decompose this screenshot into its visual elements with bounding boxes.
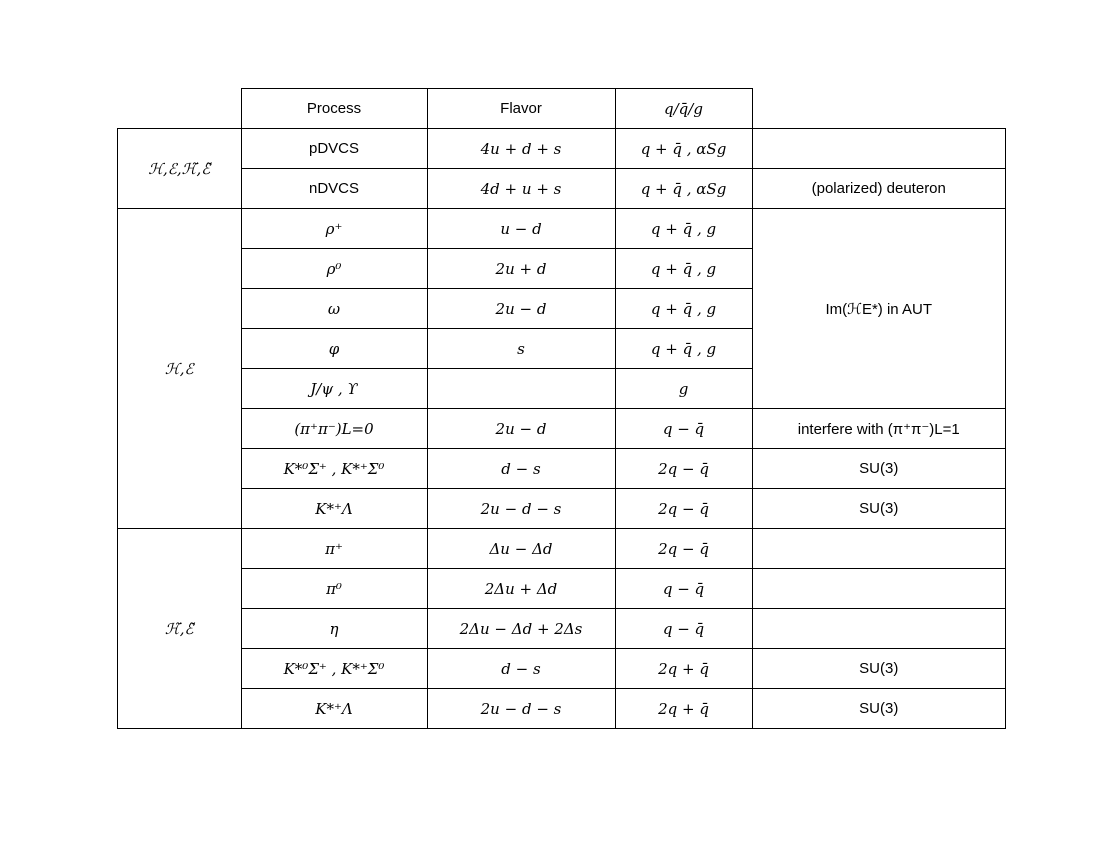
process-cell: K*⁺Λ	[241, 689, 427, 729]
partons-cell: q + q̄ , αSg	[615, 169, 752, 209]
flavor-cell: u − d	[427, 209, 615, 249]
partons-cell: q − q̄	[615, 609, 752, 649]
partons-cell: q + q̄ , g	[615, 209, 752, 249]
flavor-cell: d − s	[427, 649, 615, 689]
table-row	[118, 649, 1006, 689]
process-cell: ρ⁺	[241, 209, 427, 249]
table-row	[118, 569, 1006, 609]
note-cell	[752, 129, 1006, 169]
note-cell	[752, 569, 1006, 609]
physics-process-table	[117, 88, 1006, 729]
note-cell	[752, 609, 1006, 649]
table-row	[118, 209, 1006, 249]
partons-cell: q − q̄	[615, 569, 752, 609]
table-row	[118, 169, 1006, 209]
partons-cell: q + q̄ , g	[615, 289, 752, 329]
flavor-cell: d − s	[427, 449, 615, 489]
process-cell: ω	[241, 289, 427, 329]
header-partons: q/q̄/g	[615, 89, 752, 129]
note-cell: SU(3)	[752, 449, 1006, 489]
table-row	[118, 609, 1006, 649]
flavor-cell: 2Δu − Δd + 2Δs	[427, 609, 615, 649]
process-cell: K*⁰Σ⁺ , K*⁺Σ⁰	[241, 649, 427, 689]
table-row	[118, 529, 1006, 569]
partons-cell: g	[615, 369, 752, 409]
partons-cell: q + q̄ , g	[615, 249, 752, 289]
process-cell: ρ⁰	[241, 249, 427, 289]
process-cell: (π⁺π⁻)L=0	[241, 409, 427, 449]
partons-cell: q + q̄ , αSg	[615, 129, 752, 169]
flavor-cell: 4d + u + s	[427, 169, 615, 209]
partons-cell: 2q + q̄	[615, 649, 752, 689]
flavor-cell: 2u − d	[427, 289, 615, 329]
note-cell: SU(3)	[752, 489, 1006, 529]
partons-cell: q − q̄	[615, 409, 752, 449]
flavor-cell: s	[427, 329, 615, 369]
process-cell: π⁺	[241, 529, 427, 569]
flavor-cell: Δu − Δd	[427, 529, 615, 569]
process-cell: η	[241, 609, 427, 649]
header-blank-cell	[118, 89, 242, 129]
note-cell: SU(3)	[752, 689, 1006, 729]
flavor-cell: 2u − d	[427, 409, 615, 449]
table-row	[118, 129, 1006, 169]
partons-cell: 2q − q̄	[615, 489, 752, 529]
note-cell	[752, 529, 1006, 569]
process-cell: pDVCS	[241, 129, 427, 169]
table-row	[118, 489, 1006, 529]
note-cell: SU(3)	[752, 649, 1006, 689]
group-label: ℋ,ℰ	[118, 209, 242, 529]
group-label: ℋ̃,ℰ̃	[118, 529, 242, 729]
flavor-cell: 2u + d	[427, 249, 615, 289]
partons-cell: 2q − q̄	[615, 449, 752, 489]
group-label: ℋ,ℰ,ℋ̃,ℰ̃	[118, 129, 242, 209]
note-cell: (polarized) deuteron	[752, 169, 1006, 209]
process-cell: π⁰	[241, 569, 427, 609]
table-row	[118, 409, 1006, 449]
table-header-row	[118, 89, 1006, 129]
process-cell: K*⁺Λ	[241, 489, 427, 529]
flavor-cell: 2u − d − s	[427, 489, 615, 529]
flavor-cell: 2Δu + Δd	[427, 569, 615, 609]
header-flavor: Flavor	[427, 89, 615, 129]
flavor-cell: 2u − d − s	[427, 689, 615, 729]
partons-cell: 2q + q̄	[615, 689, 752, 729]
table-row	[118, 449, 1006, 489]
flavor-cell: 4u + d + s	[427, 129, 615, 169]
process-cell: J/ψ , ϒ	[241, 369, 427, 409]
merged-note-cell: Im(ℋE*) in AUT	[752, 209, 1006, 409]
flavor-cell	[427, 369, 615, 409]
partons-cell: q + q̄ , g	[615, 329, 752, 369]
note-cell: interfere with (π⁺π⁻)L=1	[752, 409, 1006, 449]
header-blank-cell-right	[752, 89, 1006, 129]
process-cell: K*⁰Σ⁺ , K*⁺Σ⁰	[241, 449, 427, 489]
header-process: Process	[241, 89, 427, 129]
table-row	[118, 689, 1006, 729]
partons-cell: 2q − q̄	[615, 529, 752, 569]
process-cell: φ	[241, 329, 427, 369]
process-cell: nDVCS	[241, 169, 427, 209]
